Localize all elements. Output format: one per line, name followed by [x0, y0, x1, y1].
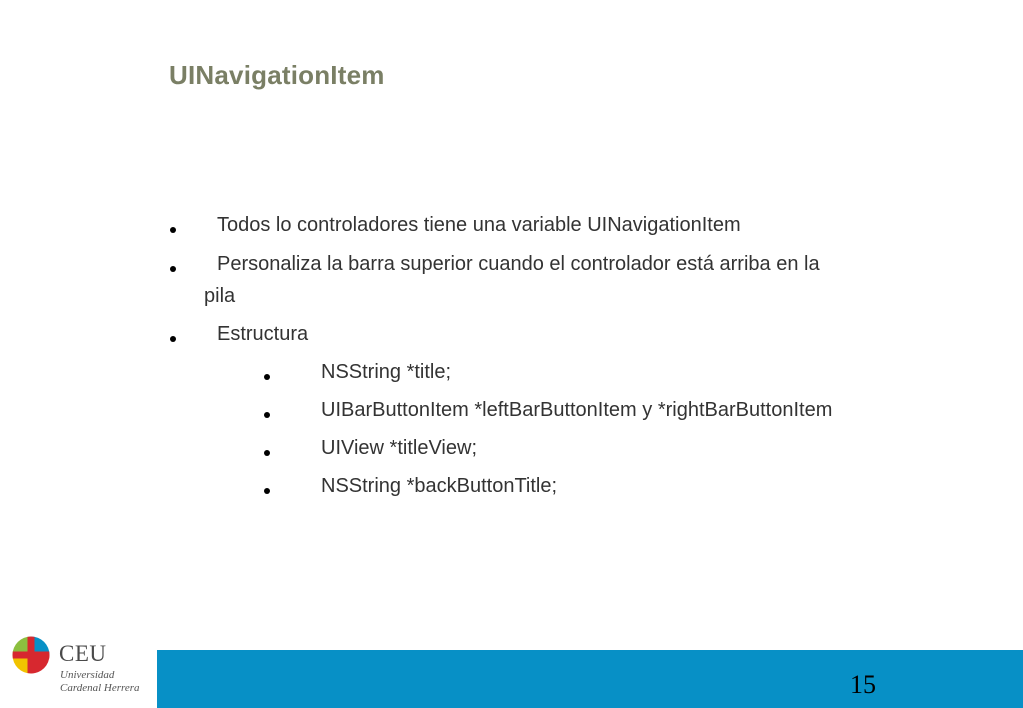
- bullet-text: Todos lo controladores tiene una variable UINavigationItem: [217, 214, 741, 236]
- logo-wordmark: CEU: [59, 641, 107, 666]
- bullet-text: Estructura: [217, 323, 309, 345]
- bullet-text: NSString *title;: [321, 361, 452, 383]
- logo-line-1: Universidad: [60, 669, 115, 681]
- bullet-dot: [170, 266, 176, 272]
- bullet-dot: [170, 336, 176, 342]
- bullet-dot: [264, 488, 270, 494]
- ceu-emblem-icon: [12, 636, 50, 674]
- bullet-dot: [264, 412, 270, 418]
- bullet-dot: [264, 450, 270, 456]
- bullet-text: Personaliza la barra superior cuando el controlador está arriba en la: [217, 253, 820, 275]
- bullet-dot: [264, 374, 270, 380]
- bullet-dot: [170, 227, 176, 233]
- slide-title: UINavigationItem: [169, 60, 385, 90]
- university-logo: [12, 636, 157, 698]
- logo-line-2: Cardenal Herrera: [60, 682, 140, 694]
- bullet-text: UIView *titleView;: [321, 437, 477, 459]
- footer-bar: [157, 650, 1023, 708]
- page-number: 15: [850, 670, 876, 699]
- bullet-text-continuation: pila: [204, 285, 236, 307]
- bullet-text: NSString *backButtonTitle;: [321, 475, 558, 497]
- bullet-text: UIBarButtonItem *leftBarButtonItem y *rightBarButtonItem: [321, 399, 833, 421]
